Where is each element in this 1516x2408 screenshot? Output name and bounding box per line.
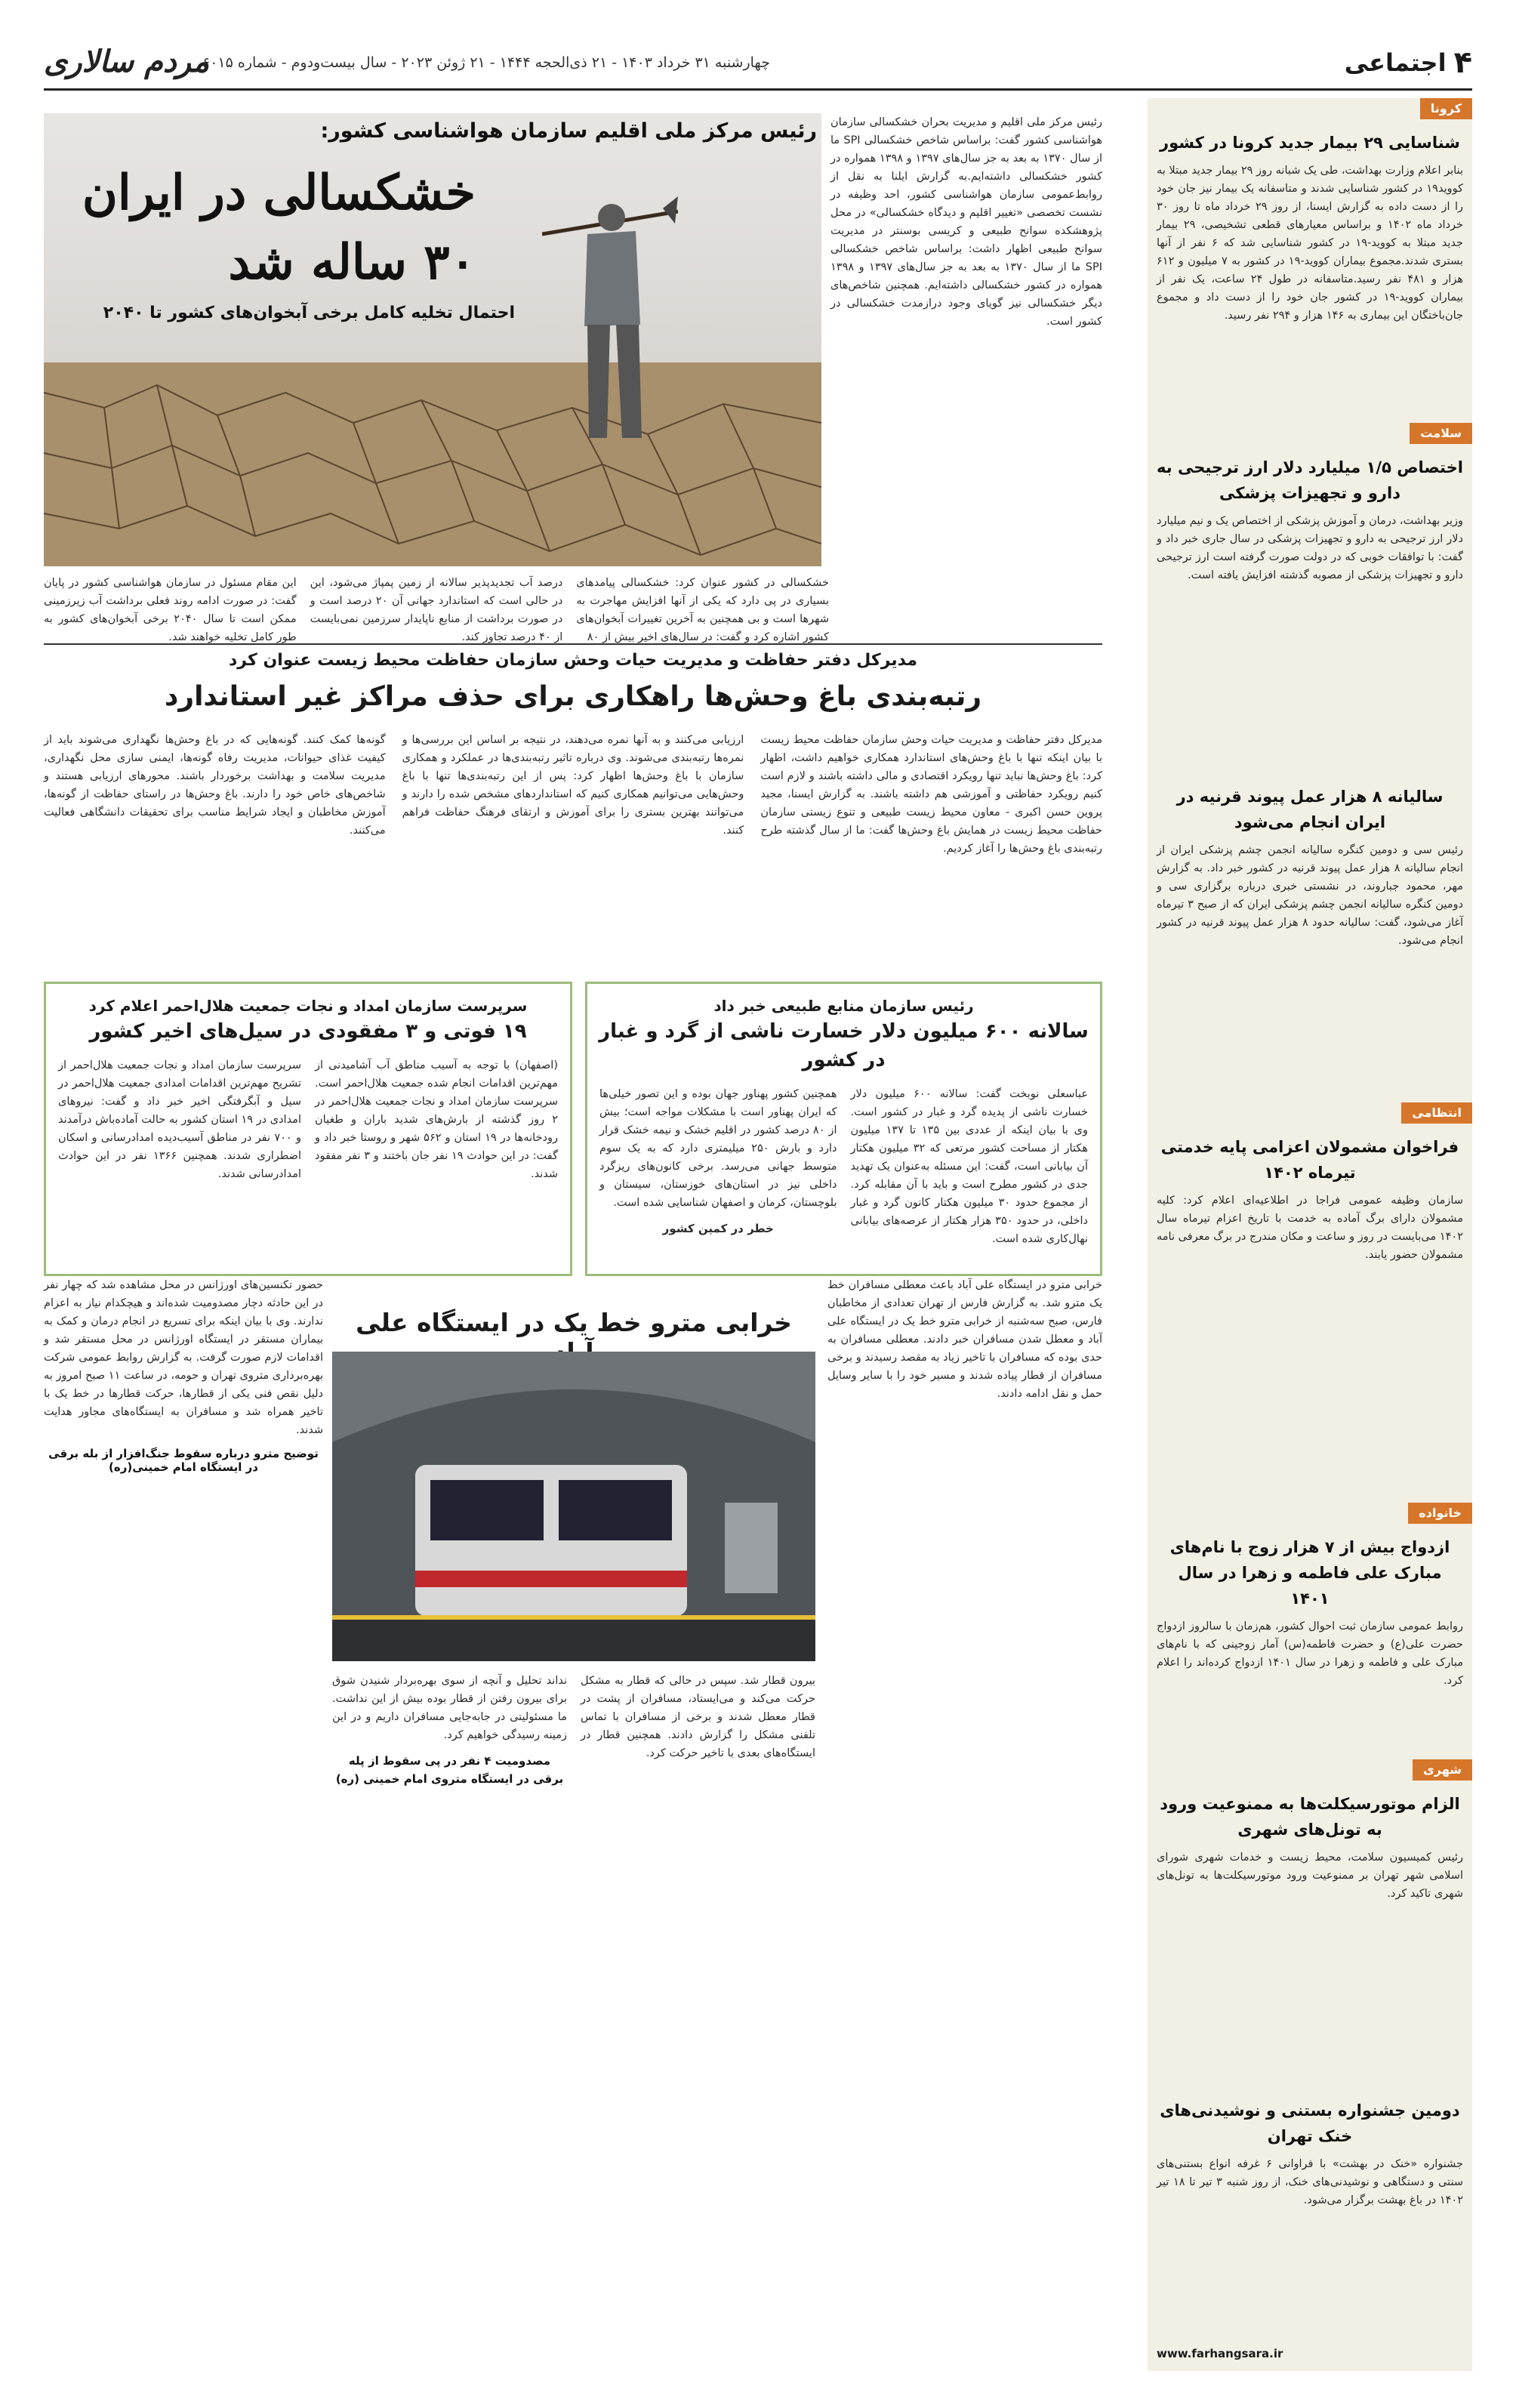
lead-side-column: رئیس مرکز ملی اقلیم و مدیریت بحران خشکسالی سازمان هواشناسی کشور گفت: براساس شاخص خشکسالی SPI ما از سال ۱۳۷۰ به بعد به جز سال‌های ۱۳۹۷ و ۱۳۹۸ همواره در کشور خشکسالی داشته‌ایم.به گزارش ایلنا به نقل از روابط‌عمومی سازمان هواشناسی کشور، احد وظیفه در نشست تخصصی «تغییر اقلیم و دیدگاه خشکسالی» در محل پژوهشکده سوانح طبیعی و کریسی بوسنتر در مدیریت سوانح طبیعی اظهار داشت: براساس شاخص خشکسالی SPI ما از سال ۱۳۷۰ به بعد به جز سال‌های ۱۳۹۷ و ۱۳۹۸ همواره در کشور خشکسالی داشته‌ایم. همچنین شاخص‌های دیگر خشکسالی نیز گویای وجود درازمدت خشکسالی در کشور است. <box>830 116 1102 328</box>
lead-column: این مقام مسئول در سازمان هواشناسی کشور در پایان گفت: در صورت ادامه روند فعلی برداشت آب زیرزمینی ممکن است تا سال ۲۰۴۰ برخی آبخوان‌های کشور به طور کامل تخلیه خواهند شد. <box>43 577 297 643</box>
sidebar-title: شناسایی ۲۹ بیمار جدید کرونا در کشور <box>1160 134 1460 152</box>
dateline: چهارشنبه ۳۱ خرداد ۱۴۰۳ - ۲۱ ذی‌الحجه ۱۴۴۴ - ۲۱ ژوئن ۲۰۲۳ - سال بیست‌ودوم - شماره ۶۰۱۵ <box>202 54 770 71</box>
lead-kicker: رئیس مرکز ملی اقلیم سازمان هواشناسی کشور: <box>320 119 817 143</box>
metro-subhead: مصدومیت ۴ نفر در پی سقوط از پله برقی در ایستگاه متروی امام خمینی (ره) <box>335 1754 564 1786</box>
metro-photo <box>332 1352 815 1661</box>
section-header <box>1345 45 1472 80</box>
sidebar-body: رئیس سی و دومین کنگره سالیانه انجمن چشم پزشکی ایران از انجام سالیانه ۸ هزار عمل پیوند قرنیه در کشور خبر داد. به گزارش مهر، محمود جباروند، در نشستی خبری درباره برگزاری سی و دومین کنگره سالیانه انجمن چشم پزشکی ایران که از صبح ۳ تیرماه آغاز می‌شود، گفت: سالیانه حدود ۸ هزار عمل پیوند قرنیه در کشور انجام می‌شود. <box>1157 844 1463 947</box>
metro-column: بیرون قطار شد. سپس در حالی که قطار به مشکل حرکت می‌کند و می‌ایستاد، مسافران از پشت در قطار معطل شدند و برخی از مسافران با تماس تلفنی مشکل را گزارش دادند. همچنین قطار در ایستگاه‌های بعدی با تاخیر حرکت کرد. <box>581 1675 815 1759</box>
page-number: ۴ <box>1453 45 1472 80</box>
wildlife-kicker: مدیرکل دفتر حفاظت و مدیریت حیات وحش سازمان حفاظت محیط زیست عنوان کرد <box>229 651 917 670</box>
wildlife-column: ارزیابی می‌کنند و به آنها نمره می‌دهند، در نتیجه بر اساس این بررسی‌ها و نمره‌ها رتبه‌بندی می‌شوند. وی درباره تاثیر رتبه‌بندی‌ها در عملکرد و همکاری سازمان با باغ وحش‌ها اظهار کرد: پس از این رتبه‌بندی‌ها تنها با باغ وحش‌هایی می‌توانیم همکاری کنیم که استانداردهای مشخص شده را دارند و می‌توانند بهترین بستری را برای آموزش و ارتقای فرهنگ حفاظت فراهم کنند. <box>402 734 744 837</box>
box-flood-story <box>44 982 572 1276</box>
box-column: همچنین کشور پهناور جهان بوده و این تصور خیلی‌ها که ایران پهناور است با مشکلات مواجه است؛ بیش از ۸۰ درصد کشور در اقلیم خشک و نیمه خشک قرار دارد و بارش ۲۵۰ میلیمتری دارد که به یک سوم متوسط جهانی می‌رسد. برخی کانون‌های ریزگرد داخلی نیز در استان‌های خوزستان، سیستان و بلوچستان، کرمان و اصفهان شناسایی شده است. خطر در کمین کشور <box>599 1085 837 1248</box>
cracked-earth-image <box>44 362 821 566</box>
metro-right-column: خرابی مترو در ایستگاه علی آباد باعث معطلی مسافران خط یک مترو شد. به گزارش فارس از تهران تعدادی از مخاطبان فارس، صبح سه‌شنبه از خرابی مترو خط یک در ایستگاه علی آباد و معطل شدن مسافران خبر دادند. معطلی مسافران به حدی بوده که مسافران با تاخیر زیاد به مقصد رسیدند و برخی مسافران از قطار پیاده شدند و مسیر خود را با سایر وسایل حمل و نقل ادامه دادند. <box>827 1279 1102 1400</box>
sidebar-item-corona <box>1148 98 1472 415</box>
masthead <box>44 38 1472 91</box>
sidebar-body: روابط عمومی سازمان ثبت احوال کشور، هم‌زمان با سالروز ازدواج حضرت علی(ع) و حضرت فاطمه(س) آمار زوجینی که با نام‌های مبارک علی و فاطمه و زهرا در سال ۱۴۰۱ ازدواج کرده‌اند را اعلام کرد. <box>1157 1620 1463 1687</box>
sidebar-body: رئیس کمیسیون سلامت، محیط زیست و خدمات شهری شورای اسلامی شهر تهران بر ممنوعیت ورود موتورسیکلت‌ها به تونل‌های شهری تاکید کرد. <box>1157 1851 1463 1900</box>
sidebar-tag: کرونا <box>1420 98 1472 119</box>
divider <box>44 643 1102 645</box>
sidebar-title: الزام موتورسیکلت‌ها به ممنوعیت ورود به تونل‌های شهری <box>1160 1795 1460 1839</box>
news-sidebar <box>1148 98 1472 2371</box>
lead-headline-line2: ۳۰ ساله شد <box>228 234 476 291</box>
box-column: (اصفهان) با توجه به آسیب مناطق آب آشامیدنی از مهم‌ترین اقدامات انجام شده جمعیت هلال‌احمر است. سرپرست سازمان امداد و نجات جمعیت هلال‌احمر در ۲ روز گذشته از بارش‌های شدید باران و طغیان رودخانه‌ها در ۱۹ استان و ۵۶۲ شهر و روستا خبر داد و گفت: در این حوادث ۱۹ نفر جان باختند و ۳ نفر مفقود شدند. <box>315 1059 558 1180</box>
box-headline: ۱۹ فوتی و ۳ مفقودی در سیل‌های اخیر کشور <box>89 1020 527 1043</box>
box-kicker: سرپرست سازمان امداد و نجات جمعیت هلال‌احمر اعلام کرد <box>88 997 528 1015</box>
farmer-silhouette <box>542 181 678 453</box>
lead-headline <box>53 159 476 298</box>
masthead-rule <box>44 88 1472 91</box>
sidebar-title: سالیانه ۸ هزار عمل پیوند قرنیه در ایران انجام می‌شود <box>1176 788 1444 831</box>
sidebar-item-health <box>1148 423 1472 778</box>
sidebar-title: فراخوان مشمولان اعزامی پایه خدمتی تیرماه ۱۴۰۲ <box>1160 1138 1459 1182</box>
sidebar-title: اختصاص ۱/۵ میلیارد دلار ارز ترجیحی به دارو و تجهیزات پزشکی <box>1157 458 1463 502</box>
wildlife-columns <box>44 731 1102 965</box>
sidebar-body: وزیر بهداشت، درمان و آموزش پزشکی از اختصاص یک و نیم میلیارد دلار ارز ترجیحی به دارو و تجهیزات پزشکی در سال جاری خبر داد و گفت: با توافقات خوبی که در دولت صورت گرفته است ارز ترجیحی دارو و تجهیزات پزشکی از مصوبه گذشته افزایش یافته است. <box>1157 515 1463 581</box>
metro-column: نداند تحلیل و آنچه از سوی بهره‌بردار شنیدن شوق برای بیرون رفتن از قطار بوده بیش از این نداشت. ما مسئولیتی در جابه‌جایی مسافران داریم و در این زمینه رسیدگی خواهیم کرد. مصدومیت ۴ نفر در پی سقوط از پله برقی در ایستگاه متروی امام خمینی (ره) <box>332 1672 567 1793</box>
sidebar-item-family <box>1148 1503 1472 1752</box>
lead-bottom-columns <box>43 574 829 643</box>
sidebar-body: سازمان وظیفه عمومی فراجا در اطلاعیه‌ای اعلام کرد: کلیه مشمولان دارای برگ آماده به خدمت با تاریخ اعزام تیرماه سال ۱۴۰۲ می‌بایست در روز و ساعت و مکان مندرج در برگ معرفی نامه مشمولان حضور یابند. <box>1157 1195 1463 1261</box>
lead-column: درصد آب تجدیدپذیر سالانه از زمین پمپاژ می‌شود، این در حالی است که استاندارد جهانی آن ۲۰ درصد است و در صورت برداشت از منابع ناپایدار سرزمین نمی‌بایست از ۴۰ درصد تجاوز کند. <box>310 577 563 643</box>
wildlife-column: مدیرکل دفتر حفاظت و مدیریت حیات وحش سازمان حفاظت محیط زیست با بیان اینکه تنها با باغ وحش‌های استاندارد همکاری خواهیم داشت، اظهار کرد: باغ وحش‌ها نباید تنها رویکرد اقتصادی و مالی داشته باشند و لازم است کنیم رویکرد حفاظتی و آموزشی هم داشته باشند. به گزارش ایسنا، مجید پروین حسن اکبری - معاون محیط زیست طبیعی و تنوع زیستی سازمان حفاظت محیط زیست در همایش باغ وحش‌ها گفت: ما از سال گذشته طرح رتبه‌بندی باغ وحش‌ها را آغاز کردیم. <box>760 734 1102 855</box>
sidebar-body: جشنواره «خنک در بهشت» با فراوانی ۶ غرفه انواع بستنی‌های سنتی و دستگاهی و نوشیدنی‌های خنک، از روز شنبه ۳ تیر تا ۱۸ تیر ۱۴۰۲ در باغ بهشت برگزار می‌شود. <box>1157 2158 1463 2206</box>
subway-train-image <box>332 1352 815 1661</box>
sidebar-tag: خانواده <box>1408 1503 1472 1524</box>
sidebar-tag: سلامت <box>1410 423 1472 444</box>
sidebar-item-urban <box>1148 1759 1472 2084</box>
box-kicker: رئیس سازمان منابع طبیعی خبر داد <box>713 997 974 1015</box>
box-headline: سالانه ۶۰۰ میلیون دلار خسارت ناشی از گرد و غبار در کشور <box>599 1020 1089 1071</box>
sidebar-body: بنابر اعلام وزارت بهداشت، طی یک شبانه روز ۲۹ بیمار جدید مبتلا به کووید۱۹ در کشور شناسایی شدند و متاسفانه یک بیمار نیز جان خود را از دست داده به گزارش ایسنا، از روز ۲۹ خرداد ماه تا روز ۳۰ خرداد ماه ۱۴۰۲ و براساس معیارهای قطعی تشخیصی، ۲۹ بیمار جدید مبتلا به کووید-۱۹ در کشور شناسایی شد که ۶ نفر از آنها بستری شدند.مجموع بیماران کووید-۱۹ در کشور به ۷ میلیون و ۶۱۲ هزار و ۴۸۱ نفر رسید.متاسفانه در طول ۲۴ ساعت، یک نفر از بیماران کووید-۱۹ در کشور جان خود را از دست داد و مجموع جان‌باختگان این بیماری به ۱۴۶ هزار و ۲۹۴ نفر رسید. <box>1157 165 1463 322</box>
sidebar-tag: انتظامی <box>1401 1102 1472 1124</box>
metro-headline: خرابی مترو خط یک در ایستگاه علی <box>356 1308 792 1337</box>
metro-left-subhead: توضیح مترو درباره سقوط جنگ‌افزار از بله برقی در ایستگاه امام خمینی(ره) <box>48 1447 319 1474</box>
sidebar-title: ازدواج بیش از ۷ هزار زوج با نام‌های مبارک علی فاطمه و زهرا در سال ۱۴۰۱ <box>1169 1538 1450 1608</box>
section-label: اجتماعی <box>1344 48 1447 77</box>
metro-left-column: حضور تکنسین‌های اورژانس در محل مشاهده شد که چهار نفر در این حادثه دچار مصدومیت شده‌اند و هیچکدام نیاز به اعزام ندارند. وی با بیان اینکه برای تسریع در انجام درمان و کمک به بیماران مستقر در ایستگاه اورژانس در محل مستقر شد و اقدامات لازم صورت گرفت. به گزارش روابط عمومی شرکت بهره‌برداری متروی تهران و حومه، در ساعت ۱۱ صبح امروز به دلیل نقص فنی یکی از قطارها، حرکت قطارها در خط یک با تاخیر همراه شد و مسافران به ایستگاه‌های مجاور هدایت شدند. توضیح مترو درباره سقوط جنگ‌افزار از بله برقی در ایستگاه امام خمینی(ره) <box>44 1279 323 1474</box>
lead-subtitle: احتمال تخلیه کامل برخی آبخوان‌های کشور تا ۲۰۴۰ <box>103 304 515 322</box>
box-column: عباسعلی نوبخت گفت: سالانه ۶۰۰ میلیون دلار خسارت ناشی از پدیده گرد و غبار در کشور است. وی با بیان اینکه از عددی بین ۱۳۵ تا ۱۳۷ میلیون هکتار از مساحت کشور مرتعی که ۳۲ میلیون هکتار آن بیابانی است، گفت: این مسئله به‌عنوان یک تهدید جدی در کشور مطرح است و باید با آن مقابله کرد. از مجموع حدود ۳۰ میلیون هکتار کانون گرد و غبار داخلی، در حدود ۳۵۰ هزار هکتار از عرصه‌های بیابانی نهال‌کاری شده است. <box>850 1088 1088 1245</box>
box-column: سرپرست سازمان امداد و نجات جمعیت هلال‌احمر از تشریح مهم‌ترین اقدامات امدادی جمعیت هلال‌احمر در سیل و آبگرفتگی اخیر خبر داد و گفت: نیروهای امدادی در ۱۹ استان کشور به حالت آماده‌باش درآمدند و ۷۰۰ نفر در مناطق آسیب‌دیده امدادرسانی و اسکان اضطراری شدند. همچنین ۱۳۶۶ نفر در این حوادث امدادرسانی شدند. <box>58 1059 301 1180</box>
wildlife-column: گونه‌ها کمک کنند. گونه‌هایی که در باغ وحش‌ها نگهداری می‌شوند باید از کیفیت غذای حیوانات، مدیریت رفاه گونه‌ها، ایمنی سازی محل نگهداری، مدیریت سلامت و بهداشت برخوردار باشند. محورهای ارزیابی هستند و شاخص‌های خاص خود را دارند. باغ وحش‌ها در راستای حفاظت از گونه‌ها، آموزش مخاطبان و ایجاد شرایط مناسب برای تحقیقات دانشگاهی فعالیت می‌کنند. <box>43 734 386 837</box>
sidebar-item-police <box>1148 1102 1472 1495</box>
box-subhead: خطر در کمین کشور <box>662 1222 774 1235</box>
lead-column: خشکسالی در کشور عنوان کرد: خشکسالی پیامدهای بسیاری در پی دارد که یکی از آنها افزایش مهاجرت به شهرها است و بی همچنین به آخرین تغییرات آبخوان‌های کشور اشاره کرد و گفت: در سال‌های اخیر بیش از ۸۰ <box>576 577 829 643</box>
sidebar-item-cornea <box>1148 778 1472 1095</box>
metro-under-columns <box>332 1672 815 1793</box>
wildlife-headline: رتبه‌بندی باغ وحش‌ها راهکاری برای حذف مراکز غیر استاندارد <box>164 681 982 712</box>
newspaper-logo: مردم سالاری <box>44 44 210 79</box>
website-link[interactable]: www.farhangsara.ir <box>1157 2347 1283 2360</box>
sidebar-tag: شهری <box>1413 1759 1472 1781</box>
box-dust-story <box>585 982 1102 1276</box>
sidebar-item-festival <box>1148 2092 1472 2363</box>
sidebar-title: دومین جشنواره بستنی و نوشیدنی‌های خنک تهران <box>1160 2101 1460 2145</box>
lead-headline-line1: خشکسالی در ایران <box>82 165 476 221</box>
